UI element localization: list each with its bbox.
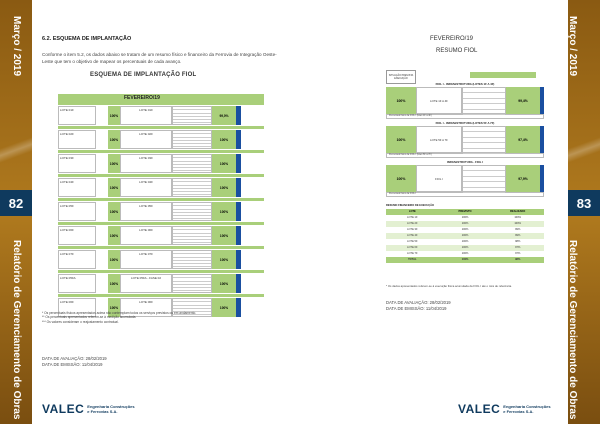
financial-table — [386, 204, 544, 263]
lot-id: LOTE 01F — [58, 106, 96, 125]
header-cell: LOTE — [408, 210, 416, 213]
left-dates — [42, 356, 107, 367]
lot-executed-pct: 100% — [212, 274, 236, 293]
sidebar-month: Março / 2019 — [567, 16, 578, 77]
scheme-heading: ESQUEMA DE IMPLANTAÇÃO FIOL — [90, 72, 197, 78]
lot-description: LOTE 01F — [120, 106, 172, 125]
logo-sub-line1: Engenharia Construções — [87, 404, 135, 409]
table-row — [58, 178, 264, 198]
lot-weight — [96, 154, 108, 173]
header-cell: REALIZADO — [510, 210, 526, 213]
lot-description: LOTE 05F — [120, 202, 172, 221]
table-cell: 97% — [515, 246, 521, 249]
table-cell: LOTE 6F — [407, 246, 418, 249]
lot-note — [241, 274, 257, 293]
lot-note — [241, 154, 257, 173]
lot-details — [172, 130, 212, 149]
logo-wordmark: VALEC — [458, 402, 501, 416]
lot-weight — [96, 250, 108, 269]
financial-table-title: RESUMO FINANCEIRO DE EXECUÇÃO — [386, 204, 434, 207]
lot-weight — [96, 106, 108, 125]
table-cell: 99% — [515, 228, 521, 231]
table-row — [58, 106, 264, 126]
table-cell: 100% — [461, 222, 469, 225]
table-cell: 100% — [461, 240, 469, 243]
right-dates — [386, 300, 451, 311]
sidebar-stripe — [0, 120, 32, 180]
lot-planned-pct: 100% — [108, 154, 120, 173]
right-summary-title: RESUMO FIOL — [436, 48, 478, 54]
table-row — [58, 202, 264, 222]
lot-id: LOTE 03F — [58, 154, 96, 173]
table-cell: 98% — [515, 240, 521, 243]
block-footnote: Percentual físico da FIOL I (lotes 1F a 4F) — [386, 114, 544, 119]
lot-id: LOTE 07F — [58, 250, 96, 269]
block-description: FIOL I — [416, 165, 462, 192]
block-planned-pct: 100% — [386, 165, 416, 192]
lot-note — [241, 202, 257, 221]
block-description: LOTE 1F A 4F — [416, 87, 462, 114]
evaluation-date: DATA DE AVALIAÇÃO: 28/02/2019 — [42, 356, 107, 361]
summary-block — [386, 82, 544, 120]
lot-description: LOTE 06F — [120, 298, 172, 317]
table-cell: 98% — [515, 258, 521, 261]
lot-details — [172, 250, 212, 269]
table-cell: LOTE 2F — [407, 222, 418, 225]
logo-subtitle — [87, 404, 134, 414]
lot-executed-pct: 100% — [212, 130, 236, 149]
lot-executed-pct: 100% — [212, 154, 236, 173]
page-number: 83 — [568, 190, 600, 216]
lot-executed-pct: 100% — [212, 178, 236, 197]
implantation-table — [58, 102, 264, 318]
sidebar-month: Março / 2019 — [11, 16, 22, 77]
lot-description: LOTE 06F — [120, 226, 172, 245]
block-title: FIOL I - INFRAESTRUTURA (LOTES 5F A 7F) — [435, 121, 495, 125]
lot-id: LOTE 05FA — [58, 274, 96, 293]
lot-id: LOTE 06F — [58, 226, 96, 245]
table-cell: TOTAL — [408, 258, 417, 261]
situation-label-box: SITUAÇÃO PREVISTA EXECUÇÃO — [386, 70, 416, 84]
block-title: FIOL I - INFRAESTRUTURA (LOTES 1F A 4F) — [435, 82, 495, 86]
valec-logo — [42, 402, 135, 416]
section-title: 6.2. ESQUEMA DE IMPLANTAÇÃO — [42, 36, 132, 42]
summary-block — [386, 121, 544, 159]
right-sidebar — [568, 0, 600, 424]
sidebar-report-title: Relatório de Gerenciamento de Obras — [567, 240, 578, 420]
lot-planned-pct: 100% — [108, 202, 120, 221]
table-row — [58, 250, 264, 270]
summary-header-bar — [470, 72, 536, 78]
intro-paragraph: Conforme o item 5.2, os dados abaixo se tratam de um resumo físico e financeiro da Ferrovia de Integração Oeste-Leste que tem o objetivo de mapear os percentuais de cada avanço. — [42, 52, 277, 64]
lot-planned-pct: 100% — [108, 106, 120, 125]
right-note: * Os dados apresentados referem-se à execução física acumulada da FIOL I até o mês de referência. — [386, 284, 512, 288]
lot-executed-pct: 100% — [212, 298, 236, 317]
sidebar-stripe — [568, 120, 600, 180]
lot-description: LOTE 05FA - FASE 02 — [120, 274, 172, 293]
lot-details — [172, 202, 212, 221]
table-cell: 100% — [514, 216, 521, 219]
summary-block — [386, 160, 544, 198]
lot-details — [172, 274, 212, 293]
lot-details — [172, 106, 212, 125]
block-details — [462, 126, 506, 153]
lot-weight — [96, 202, 108, 221]
note-line: *** Os valores consideram o reajustamento contratual. — [42, 319, 119, 324]
left-sidebar — [0, 0, 32, 424]
table-row — [58, 274, 264, 294]
table-cell: 99% — [515, 234, 521, 237]
table-row — [58, 226, 264, 246]
lot-note — [241, 130, 257, 149]
table-cell: 100% — [461, 252, 469, 255]
table-month-label: FEVEREIRO/19 — [124, 95, 160, 101]
lot-weight — [96, 274, 108, 293]
lot-description: LOTE 02F — [120, 130, 172, 149]
table-cell: LOTE 1F — [407, 216, 418, 219]
table-cell: 100% — [461, 246, 469, 249]
lot-weight — [96, 226, 108, 245]
lot-planned-pct: 100% — [108, 298, 120, 317]
lot-note — [241, 106, 257, 125]
lot-weight — [96, 130, 108, 149]
table-cell: 100% — [461, 216, 469, 219]
lot-note — [241, 178, 257, 197]
lot-weight — [96, 178, 108, 197]
table-row — [386, 257, 544, 263]
table-cell: 100% — [514, 222, 521, 225]
table-header-band — [58, 94, 264, 102]
logo-subtitle — [503, 404, 550, 414]
block-executed-pct: 99,4% — [506, 87, 540, 114]
lot-id: LOTE 05F — [58, 202, 96, 221]
lot-executed-pct: 99,0% — [212, 106, 236, 125]
lot-planned-pct: 100% — [108, 178, 120, 197]
block-planned-pct: 100% — [386, 87, 416, 114]
block-planned-pct: 100% — [386, 126, 416, 153]
table-row — [58, 130, 264, 150]
block-executed-pct: 97,4% — [506, 126, 540, 153]
table-cell: LOTE 5F — [407, 240, 418, 243]
table-cell: LOTE 7F — [407, 252, 418, 255]
block-details — [462, 87, 506, 114]
lot-planned-pct: 100% — [108, 226, 120, 245]
page-number: 82 — [0, 190, 32, 216]
header-cell: PREVISTO — [458, 210, 472, 213]
lot-executed-pct: 100% — [212, 250, 236, 269]
lot-planned-pct: 100% — [108, 130, 120, 149]
block-bar — [540, 87, 544, 114]
issue-date: DATA DE EMISSÃO: 11/04/2019 — [386, 305, 447, 311]
lot-id: LOTE 04F — [58, 178, 96, 197]
table-notes — [42, 311, 282, 324]
evaluation-date: DATA DE AVALIAÇÃO: 28/02/2019 — [386, 300, 451, 305]
lot-planned-pct: 100% — [108, 274, 120, 293]
block-footnote: Percentual físico da FIOL I — [386, 192, 544, 197]
table-cell: 100% — [461, 258, 469, 261]
table-row — [58, 154, 264, 174]
lot-note — [241, 226, 257, 245]
logo-wordmark: VALEC — [42, 402, 85, 416]
lot-id: LOTE 06F — [58, 298, 96, 317]
lot-id: LOTE 02F — [58, 130, 96, 149]
lot-executed-pct: 100% — [212, 202, 236, 221]
table-cell: 100% — [461, 234, 469, 237]
block-footnote: Percentual físico da FIOL I (lotes 5F a 7F) — [386, 153, 544, 158]
block-bar — [540, 126, 544, 153]
lot-details — [172, 178, 212, 197]
note-line: ** Os percentuais apresentados referem-se à medição acumulada. — [42, 315, 137, 320]
table-cell: 97% — [515, 252, 521, 255]
block-details — [462, 165, 506, 192]
valec-logo — [458, 402, 551, 416]
block-description: LOTE 5F A 7F — [416, 126, 462, 153]
lot-executed-pct: 100% — [212, 226, 236, 245]
lot-description: LOTE 03F — [120, 154, 172, 173]
logo-sub-line2: e Ferrovias S.A. — [87, 409, 118, 414]
lot-planned-pct: 100% — [108, 250, 120, 269]
lot-details — [172, 154, 212, 173]
logo-sub-line2: e Ferrovias S.A. — [503, 409, 534, 414]
block-title: INFRAESTRUTURA - FIOL I — [446, 160, 484, 164]
right-month-title: FEVEREIRO/19 — [430, 36, 474, 42]
table-cell: 100% — [461, 228, 469, 231]
lot-description: LOTE 04F — [120, 178, 172, 197]
lot-details — [172, 226, 212, 245]
logo-sub-line1: Engenharia Construções — [503, 404, 551, 409]
lot-note — [241, 250, 257, 269]
issue-date: DATA DE EMISSÃO: 11/04/2019 — [42, 361, 103, 367]
lot-description: LOTE 07F — [120, 250, 172, 269]
block-bar — [540, 165, 544, 192]
sidebar-report-title: Relatório de Gerenciamento de Obras — [11, 240, 22, 420]
note-line: * Os percentuais físicos apresentados acima não contemplam todos os serviços previstos ou em andamento. — [42, 311, 197, 315]
table-cell: LOTE 3F — [407, 228, 418, 231]
block-executed-pct: 97,9% — [506, 165, 540, 192]
table-cell: LOTE 4F — [407, 234, 418, 237]
